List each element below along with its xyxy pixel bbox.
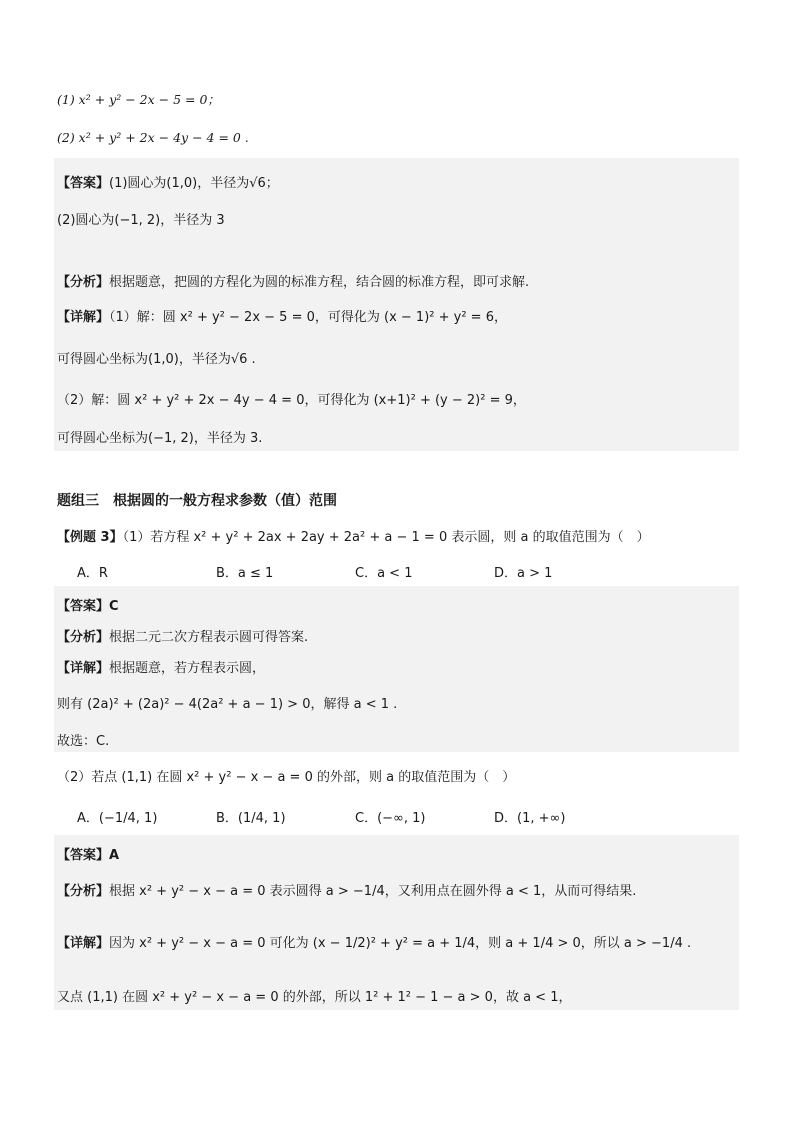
analysis-tag: 【分析】 bbox=[57, 630, 110, 645]
q2-detail-line bbox=[57, 932, 691, 951]
answer-tag: 【答案】 bbox=[57, 176, 110, 191]
option-d[interactable]: D．a > 1 bbox=[494, 566, 553, 581]
detail-line-4: 可得圆心坐标为(−1, 2)，半径为 3. bbox=[57, 431, 263, 446]
q2-analysis-line bbox=[57, 880, 636, 899]
detail-text: （1）解：圆 x² + y² − 2x − 5 = 0，可得化为 (x − 1)² + y² = 6， bbox=[109, 310, 507, 325]
answer-tag: 【答案】 bbox=[57, 599, 110, 614]
question-1 bbox=[57, 526, 650, 545]
question-1-text: （1）若方程 x² + y² + 2ax + 2ay + 2a² + a − 1 = 0 表示圆，则 a 的取值范围为（ ） bbox=[122, 530, 650, 545]
answer-tag: 【答案】 bbox=[57, 848, 110, 863]
analysis-line bbox=[57, 271, 529, 290]
option-d[interactable]: D．(1, +∞) bbox=[494, 811, 566, 826]
answer-block-q2 bbox=[54, 835, 739, 1010]
detail-line-3: （2）解：圆 x² + y² + 2x − 4y − 4 = 0，可得化为 (x+1)² + (y − 2)² = 9， bbox=[57, 393, 526, 408]
analysis-text: 根据二元二次方程表示圆可得答案. bbox=[109, 630, 309, 645]
analysis-text: 根据 x² + y² − x − a = 0 表示圆得 a > −1/4，又利用点在圆外得 a < 1，从而可得结果. bbox=[109, 884, 637, 899]
option-a[interactable]: A．(−1/4, 1) bbox=[77, 811, 158, 826]
option-c[interactable]: C．a < 1 bbox=[355, 566, 413, 581]
example-tag: 【例题 3】 bbox=[57, 530, 123, 545]
q1-analysis-line bbox=[57, 626, 308, 645]
detail-tag: 【详解】 bbox=[57, 310, 110, 325]
option-a[interactable]: A．R bbox=[77, 566, 108, 581]
answer-line-1 bbox=[57, 172, 279, 191]
q1-choose-line: 故选：C. bbox=[57, 734, 110, 749]
detail-line-2: 可得圆心坐标为(1,0)，半径为√6 . bbox=[57, 352, 256, 367]
answer-value: C bbox=[109, 599, 119, 614]
q2-detail-line-2: 又点 (1,1) 在圆 x² + y² − x − a = 0 的外部，所以 1² + 1² − 1 − a > 0，故 a < 1， bbox=[57, 990, 572, 1005]
answer-line-2: (2)圆心为(−1, 2)，半径为 3 bbox=[57, 213, 225, 228]
equation-2: (2) x² + y² + 2x − 4y − 4 = 0 . bbox=[57, 130, 249, 145]
q2-answer-line bbox=[57, 844, 119, 863]
equation-1: (1) x² + y² − 2x − 5 = 0； bbox=[57, 92, 220, 107]
q1-detail-line bbox=[57, 657, 265, 676]
detail-tag: 【详解】 bbox=[57, 661, 110, 676]
answer-value: A bbox=[109, 848, 120, 863]
answer-text: (1)圆心为(1,0)，半径为√6； bbox=[109, 176, 279, 191]
detail-text: 根据题意，若方程表示圆， bbox=[109, 661, 266, 676]
option-b[interactable]: B．(1/4, 1) bbox=[216, 811, 286, 826]
analysis-text: 根据题意，把圆的方程化为圆的标准方程，结合圆的标准方程，即可求解. bbox=[109, 275, 530, 290]
option-b[interactable]: B．a ≤ 1 bbox=[216, 566, 274, 581]
analysis-tag: 【分析】 bbox=[57, 884, 110, 899]
option-c[interactable]: C．(−∞, 1) bbox=[355, 811, 426, 826]
detail-line-1 bbox=[57, 306, 507, 325]
question-2: （2）若点 (1,1) 在圆 x² + y² − x − a = 0 的外部，则 a 的取值范围为（ ） bbox=[57, 770, 516, 785]
section-heading: 题组三 根据圆的一般方程求参数（值）范围 bbox=[57, 493, 337, 509]
detail-text: 因为 x² + y² − x − a = 0 可化为 (x − 1/2)² + y² = a + 1/4，则 a + 1/4 > 0，所以 a > −1/4 . bbox=[109, 936, 692, 951]
question-1-options bbox=[77, 562, 633, 581]
question-2-options bbox=[77, 807, 633, 826]
q1-answer-line bbox=[57, 595, 119, 614]
detail-tag: 【详解】 bbox=[57, 936, 110, 951]
q1-detail-line-2: 则有 (2a)² + (2a)² − 4(2a² + a − 1) > 0，解得 a < 1 . bbox=[57, 697, 398, 712]
analysis-tag: 【分析】 bbox=[57, 275, 110, 290]
